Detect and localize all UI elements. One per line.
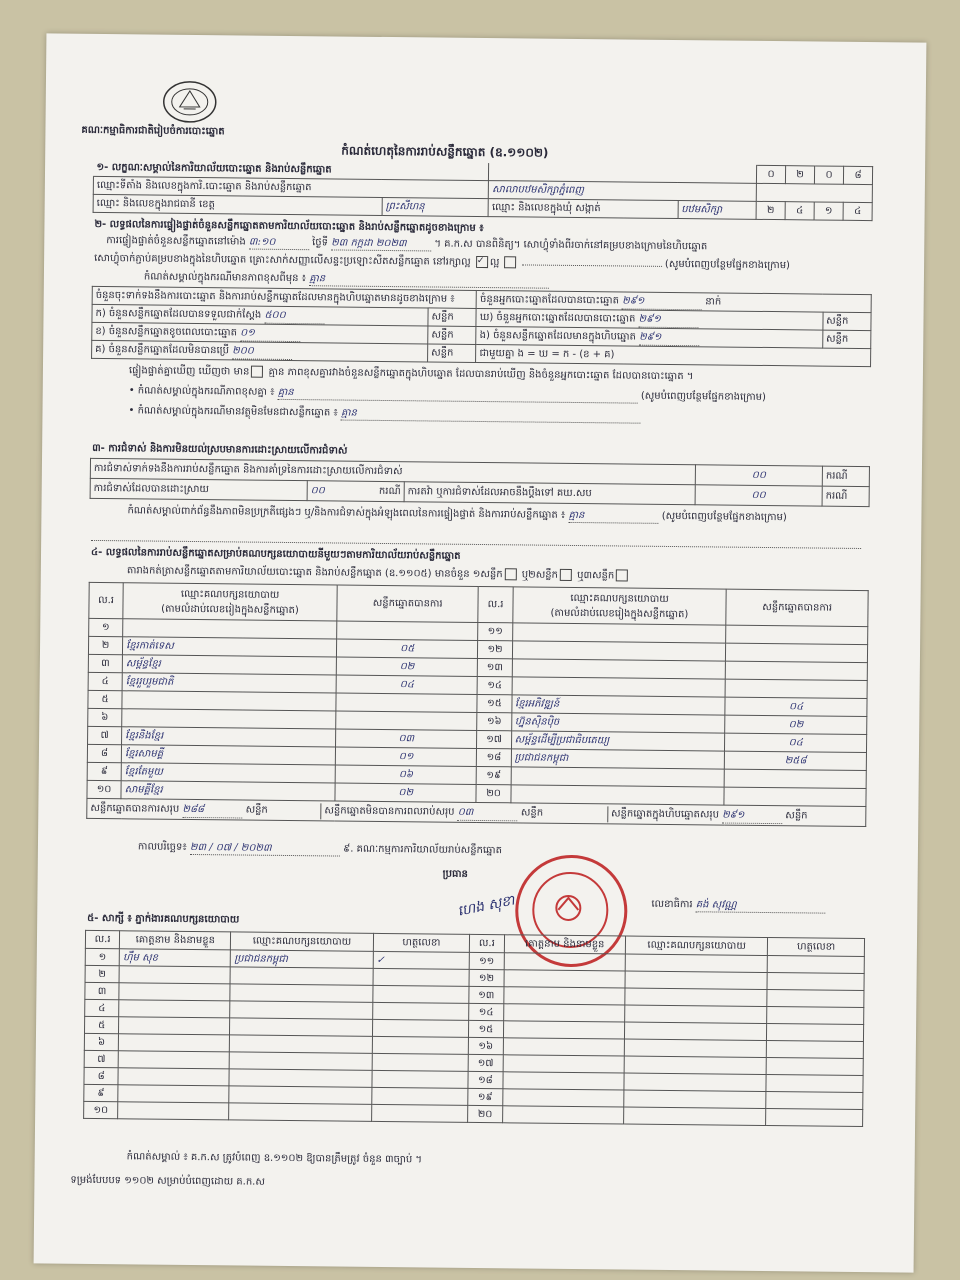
vote-count: [725, 769, 867, 788]
vote-count: [336, 693, 478, 712]
row-number: ១៣: [478, 658, 512, 676]
check-time: ៣:១០: [249, 236, 309, 251]
sheet2-checkbox[interactable]: [560, 569, 572, 581]
row-number: ១៧: [477, 730, 511, 748]
row-number: ៧: [88, 726, 122, 744]
witness-party: [625, 971, 767, 989]
row-number: ១៥: [469, 1020, 503, 1037]
sign-date: ២៣ / ០៧ / ២០២៣: [190, 841, 340, 857]
witness-signature: [766, 1109, 863, 1127]
sheet3-checkbox[interactable]: [616, 569, 628, 581]
witness-signature: [766, 1092, 863, 1110]
ballot-count-form: គណៈកម្មាធិការជាតិរៀបចំការបោះឆ្នោត កំណត់ហេតុនៃការរាប់សន្លឹកឆ្នោត (ឧ.១១០២) ១- លក្ខណៈសម្គាល់នៃការិយាល័យបោះឆ្នោត និងរាប់សន្លឹកឆ្នោត ០ ២ ០ ៨ ឈ្មោះទីតាំង និងលេខក្នុងការិ.បោះឆ្នោត និងរាប់សន្លឹកឆ្នោត សាលាបឋមសិក្សាភ្នំពេញ ឈ្មោះ និងលេខក្នុងរាជធានី ខេត្ត ព្រះសីហនុ ឈ្មោះ និងលេខក្នុងឃុំ សង្កាត់ បឋមសិក្សា ២ ៤ ១ ៤ ២- លទ្ធផលនៃការផ្ទៀងផ្ទាត់ចំនួនសន្លឹកឆ្នោតតាមការិយាល័យបោះឆ្នោត និងរាប់សន្លឹកឆ្នោតដូចខាងក្រោម ៖ ការផ្ទៀងផ្ទាត់ចំនួនសន្លឹកឆ្នោតនៅម៉ោង ៣:១០ ថ្ងៃទី ២៣ កក្កដា ២០២៣ ។ គ.ក.ស បានពិនិត្យ។ សោហ្វុំទាំងពីរចាក់នៅគម្របខាងក្រោមនៃហិបឆ្នោត សោហ្វុំចាក់ភ្ជាប់គម្របខាងក្នុងនៃហិបឆ្នោត គ្រោះសាក់សញ្ញាលើសន្ទះប្រឡោះសីតសន្លឹកឆ្នោត នៅរក្សាល្អ ✓ ល្អ (សូមបំពេញបន្ថែមផ្នែកខាងក្រោម) កំណត់សម្គាល់ក្នុងករណីមានភាពខុសពីមុន ៖ គ្មាន ចំនួនចុះទាក់ទងនឹងការបោះឆ្នោត និងការរាប់សន្លឹកឆ្នោតដែលមានក្នុងហិបឆ្នោតមានដូចខាងក្រោម ៖ ចំនួនអ្នកបោះឆ្នោតដែលបានបោះឆ្នោត ២៩១ នាក់ ក) ចំនួនសន្លឹកឆ្នោតដែលបានទទួលជាក់ស្តែង ៥០០ សន្លឹក ឃ) ចំនួនអ្នកបោះឆ្នោតដែលបានបោះឆ្នោត ២៩១ សន្លឹក ខ) ចំនួនសន្លឹកឆ្នោតខូចពេលបោះឆ្នោត ០១ សន្លឹក ង) ចំនួនសន្លឹកឆ្នោតដែលមានក្នុងហិបឆ្នោត ២៩១ សន្លឹក គ) ចំនួនសន្លឹកឆ្នោតដែលមិនបានប្រើ ២០០ សន្លឹក ជាមួយគ្នា ង = ឃ = ក - (ខ + គ) ផ្ទៀងផ្ទាត់គ្នាឃើញ ឃើញថា មាន គ្មាន ភាពខុសគ្នារវាងចំនួនសន្លឹកឆ្នោតក្នុងហិបឆ្នោត ដែលបានរាប់ឃើញ និងចំនួនអ្នកបោះឆ្នោត ដែលបានបោះឆ្នោត ។ • កំណត់សម្គាល់ក្នុងករណីភាពខុសគ្នា ៖ គ្មាន (សូមបំពេញបន្ថែមផ្នែកខាងក្រោម) • កំណត់សម្គាល់ក្នុងករណីមានវត្ថុមិនមែនជាសន្លឹកឆ្នោត ៖ គ្មាន ៣- ការជំទាស់ និងការមិនយល់ស្របមានការដោះស្រាយលើការជំទាស់ ការជំទាស់ទាក់ទងនឹងការរាប់សន្លឹកឆ្នោត និងការគាំទ្រនៃការដោះស្រាយលើការជំទាស់ ០០ ករណី ការជំទាស់ដែលបានដោះស្រាយ ០០ ករណី ការតវ៉ា ឬការជំទាស់ដែលអាចនឹងប្តឹងទៅ គឃ.សប ០០ ករណី កំណត់សម្គាល់ពាក់ព័ន្ធនឹងភាពមិនប្រក្រតីផ្សេងៗ ឬ/និងការជំទាស់ក្នុងអំឡុងពេលនៃការផ្ទៀងផ្ទាត់ និងការរាប់សន្លឹកឆ្នោត ៖ គ្មាន (សូមបំពេញបន្ថែមផ្នែកខាងក្រោម) ៤- លទ្ធផលនៃការរាប់សន្លឹកឆ្នោតសម្រាប់គណបក្សនយោបាយនីមួយៗតាមការិយាល័យរាប់សន្លឹកឆ្នោត តារាងកត់ត្រាសន្លឹកឆ្នោតតាមការិយាល័យបោះឆ្នោត និងរាប់សន្លឹកឆ្នោត (ឧ.១១០៥) មានចំនួន ១សន្លឹក ឬ២សន្លឹក ឬ៣សន្លឹក ល.រ ឈ្មោះគណបក្សនយោបាយ (តាមលំដាប់លេខរៀងក្នុងសន្លឹកឆ្នោត) សន្លឹកឆ្នោតបានការ ល.រ ឈ្មោះគណបក្សនយោបាយ (តាមលំដាប់លេខរៀងក្នុងសន្លឹកឆ្នោត) សន្លឹកឆ្នោតបានការ ១ ១១ ២ ខ្មែរកាត់ទេស ០៥ ១២ ៣ សម្ព័ន្ធខ្មែរ ០២ ១៣ ៤ ខ្មែររួបរួមជាតិ ០៤ ១៤ ៥ ១៥ ខ្មែរអភិវឌ្ឍន៍ ០៤ ៦ ១៦ ហ្វ៊ុនស៊ិនប៉ិច ០២ ៧ ខ្មែរនិងខ្មែរ ០៣ ១៧ សម្ព័ន្ធដើម្បីប្រជាធិបតេយ្យ ០៤ ៨ ខ្មែរសាមគ្គី ០១ ១៨ ប្រជាជនកម្ពុជា ២៥៨ ៩ ខ្មែរតែមួយ ០៦ ១៩ ១០ សាមគ្គីខ្មែរ ០២ ២០ សន្លឹកឆ្នោតបានការសរុប ២៨៨ សន្លឹក សន្លឹកឆ្នោតមិនបានការពលរាប់សរុប ០៣ សន្លឹក សន្លឹកឆ្នោតក្នុងហិបឆ្នោតសរុប ២៩១ សន្លឹក កាលបរិច្ឆេទ៖ ២៣ / ០៧ / ២០២៣ ៩. គណៈកម្មការការិយាល័យរាប់សន្លឹកឆ្នោត ប្រធាន ហេង សុខា លេខាធិការ គង់ សុវណ្ណ ៥- សាក្សី ៖ ភ្នាក់ងារគណបក្សនយោបាយ ល.រ គោត្តនាម និងនាមខ្លួន ឈ្មោះគណបក្សនយោបាយ ហត្ថលេខា ល.រ គោត្តនាម និងនាមខ្លួន ឈ្មោះគណបក្សនយោបាយ ហត្ថលេខា ១ ហ៊ឹម សុខ ប្រជាជនកម្ពុជា ✓ ១១ ២ ១២ ៣ ១៣ ៤ ១៤ ៥ ១៥ ៦ ១៦ ៧ ១៧ ៨ ១៨ ៩ ១៩ ១០ ២០ កំណត់សម្គាល់ ៖ គ.ក.ស ត្រូវបំពេញ ឧ.១១០២ ឱ្យបានត្រឹមត្រូវ ចំនួន ៣ច្បាប់ ។ ទម្រង់បែបបទ ១១០២ សម្រាប់បំពេញដោយ គ.ក.ស: [34, 33, 927, 1272]
witness-signature: [372, 1019, 469, 1037]
party-name: [122, 691, 336, 711]
witness-signature: [768, 956, 865, 974]
vote-count: ០២: [336, 657, 478, 676]
party-name: [512, 623, 726, 643]
row-number: ៧: [84, 1050, 118, 1067]
witness-name: [118, 1085, 229, 1103]
diff-yes-checkbox[interactable]: [251, 366, 263, 378]
witness-name: [119, 1000, 230, 1018]
witness-name: [119, 1034, 230, 1052]
party-name: ហ្វ៊ុនស៊ិនប៉ិច: [511, 713, 725, 733]
count-table: ចំនួនចុះទាក់ទងនឹងការបោះឆ្នោត និងការរាប់សន្លឹកឆ្នោតដែលមានក្នុងហិបឆ្នោតមានដូចខាងក្រោម ៖ ចំនួនអ្នកបោះឆ្នោតដែលបានបោះឆ្នោត ២៩១ នាក់ ក) ចំនួនសន្លឹកឆ្នោតដែលបានទទួលជាក់ស្តែង ៥០០ សន្លឹក ឃ) ចំនួនអ្នកបោះឆ្នោតដែលបានបោះឆ្នោត ២៩១ សន្លឹក ខ) ចំនួនសន្លឹកឆ្នោតខូចពេលបោះឆ្នោត ០១ សន្លឹក ង) ចំនួនសន្លឹកឆ្នោតដែលមានក្នុងហិបឆ្នោត ២៩១ សន្លឹក គ) ចំនួនសន្លឹកឆ្នោតដែលមិនបានប្រើ ២០០ សន្លឹក ជាមួយគ្នា ង = ឃ = ក - (ខ + គ): [91, 286, 872, 367]
witness-signature: [371, 1104, 468, 1122]
row-number: ១០: [87, 780, 121, 798]
row-number: ៣: [88, 654, 122, 672]
witness-signature: [373, 985, 470, 1003]
row-number: ២០: [468, 1105, 502, 1122]
witness-name: [118, 1102, 229, 1120]
witness-party: [625, 954, 767, 972]
party-name: [123, 619, 337, 639]
row2-label2: ឈ្មោះ និងលេខក្នុងឃុំ សង្កាត់: [488, 199, 677, 219]
row-number: ៥: [88, 690, 122, 708]
sheet1-checkbox[interactable]: [505, 568, 517, 580]
witness-signature: [767, 1007, 864, 1025]
row-number: ១៩: [468, 1088, 502, 1105]
witness-party: [229, 1086, 371, 1104]
vote-count: ០២: [335, 783, 477, 802]
party-name: [511, 785, 725, 805]
witness-party: [624, 1090, 766, 1108]
witness-party: [230, 1052, 372, 1070]
party-name: ខ្មែរនិងខ្មែរ: [122, 727, 336, 747]
vote-count: ០១: [335, 747, 477, 766]
witness-signature: [767, 973, 864, 991]
vote-count: [337, 621, 479, 640]
vote-count: ០២: [725, 715, 867, 734]
objection-table: ការជំទាស់ទាក់ទងនឹងការរាប់សន្លឹកឆ្នោត និងការគាំទ្រនៃការដោះស្រាយលើការជំទាស់ ០០ ករណី ការជំទាស់ដែលបានដោះស្រាយ ០០ ករណី ការតវ៉ា ឬការជំទាស់ដែលអាចនឹងប្តឹងទៅ គឃ.សប ០០ ករណី: [90, 458, 870, 507]
row-number: ១៩: [477, 766, 511, 784]
witness-party: [229, 1069, 371, 1087]
row2-value2: បឋមសិក្សា: [678, 201, 757, 220]
row2-value: ព្រះសីហនុ: [382, 197, 489, 216]
witness-party: [230, 967, 372, 985]
vote-count: ២៥៨: [725, 751, 867, 770]
row-number: ៥: [84, 1016, 118, 1033]
abnormal-checkbox[interactable]: [505, 256, 517, 268]
row-number: ១៨: [468, 1071, 502, 1088]
emblem-icon: [162, 79, 218, 126]
witness-name: [502, 1089, 624, 1107]
row-number: ១២: [469, 969, 503, 986]
witness-name: [118, 1068, 229, 1086]
row-number: ៦: [84, 1033, 118, 1050]
vote-count: [725, 679, 867, 698]
witness-name: [503, 1004, 625, 1022]
row-number: ១: [85, 948, 119, 965]
row1-label: ឈ្មោះទីតាំង និងលេខក្នុងការិ.បោះឆ្នោត និងរាប់សន្លឹកឆ្នោត: [93, 176, 489, 198]
party-name: ខ្មែរអភិវឌ្ឍន៍: [511, 695, 725, 715]
party-name: សម្ព័ន្ធដើម្បីប្រជាធិបតេយ្យ: [511, 731, 725, 751]
section1-table: ១- លក្ខណៈសម្គាល់នៃការិយាល័យបោះឆ្នោត និងរាប់សន្លឹកឆ្នោត ០ ២ ០ ៨ ឈ្មោះទីតាំង និងលេខក្នុងការិ.បោះឆ្នោត និងរាប់សន្លឹកឆ្នោត សាលាបឋមសិក្សាភ្នំពេញ ឈ្មោះ និងលេខក្នុងរាជធានី ខេត្ត ព្រះសីហនុ ឈ្មោះ និងលេខក្នុងឃុំ សង្កាត់ បឋមសិក្សា ២ ៤ ១ ៤: [93, 158, 874, 221]
total-valid: ២៨៨: [182, 801, 242, 818]
witness-party: [624, 1073, 766, 1091]
witness-party: [230, 1018, 372, 1036]
row-number: ២: [88, 636, 122, 654]
party-name: ខ្មែររួបរួមជាតិ: [122, 673, 336, 693]
party-name: [511, 767, 725, 787]
vote-count: [724, 787, 866, 806]
row-number: ១៤: [478, 676, 512, 694]
vote-count: ០៥: [336, 639, 478, 658]
form-code: ទម្រង់បែបបទ ១១០២ សម្រាប់បំពេញដោយ គ.ក.ស: [70, 1174, 265, 1188]
witness-party: ប្រជាជនកម្ពុជា: [231, 950, 373, 968]
party-name: ខ្មែរសាមគ្គី: [121, 745, 335, 765]
vote-count: [336, 711, 478, 730]
vote-count: [726, 625, 868, 644]
row-number: ៩: [84, 1084, 118, 1101]
witness-party: [230, 1001, 372, 1019]
row-number: ៦: [88, 708, 122, 726]
row1-value: សាលាបឋមសិក្សាភ្នំពេញ: [489, 181, 757, 202]
witness-party: [624, 1107, 766, 1125]
witness-name: [503, 1055, 625, 1073]
vote-count: [726, 643, 868, 662]
row-number: ១៣: [469, 986, 503, 1003]
party-name: សម្ព័ន្ធខ្មែរ: [122, 655, 336, 675]
witness-signature: [767, 1024, 864, 1042]
witness-name: [503, 987, 625, 1005]
party-name: [122, 709, 336, 729]
good-checkbox[interactable]: ✓: [476, 256, 488, 268]
party-name: [512, 659, 726, 679]
row-number: ៣: [85, 982, 119, 999]
witness-name: [502, 1106, 624, 1124]
witness-table: ល.រ គោត្តនាម និងនាមខ្លួន ឈ្មោះគណបក្សនយោបាយ ហត្ថលេខា ល.រ គោត្តនាម និងនាមខ្លួន ឈ្មោះគណបក្សនយោបាយ ហត្ថលេខា ១ ហ៊ឹម សុខ ប្រជាជនកម្ពុជា ✓ ១១ ២ ១២ ៣ ១៣ ៤ ១៤ ៥ ១៥ ៦ ១៦ ៧ ១៧ ៨ ១៨ ៩ ១៩ ១០ ២០: [83, 930, 865, 1127]
row-number: ១១: [478, 622, 512, 640]
witness-signature: [766, 1058, 863, 1076]
row-number: ៤: [85, 999, 119, 1016]
witness-party: [624, 1039, 766, 1057]
row-number: ១៦: [469, 1037, 503, 1054]
witness-signature: [371, 1087, 468, 1105]
vote-count: [726, 661, 868, 680]
form-title: កំណត់ហេតុនៃការរាប់សន្លឹកឆ្នោត (ឧ.១១០២): [341, 143, 549, 160]
row-number: ១០: [84, 1101, 118, 1118]
witness-signature: [372, 1002, 469, 1020]
witness-party: [625, 1005, 767, 1023]
section4-heading: ៤- លទ្ធផលនៃការរាប់សន្លឹកឆ្នោតសម្រាប់គណបក្សនយោបាយនីមួយៗតាមការិយាល័យរាប់សន្លឹកឆ្នោត: [90, 546, 461, 562]
secretary-signature: គង់ សុវណ្ណ: [696, 898, 826, 913]
witness-name: [504, 970, 626, 988]
party-name: [512, 677, 726, 697]
witness-signature: [767, 990, 864, 1008]
vote-count: ០៤: [725, 697, 867, 716]
witness-party: [230, 984, 372, 1002]
witness-party: [230, 1035, 372, 1053]
witness-signature: [766, 1075, 863, 1093]
row-number: ១: [89, 618, 123, 636]
witness-name: [504, 953, 626, 971]
witness-name: [502, 1072, 624, 1090]
footer-note: កំណត់សម្គាល់ ៖ គ.ក.ស ត្រូវបំពេញ ឧ.១១០២ ឱ្យបានត្រឹមត្រូវ ចំនួន ៣ច្បាប់ ។: [126, 1151, 423, 1166]
row-number: ១៦: [477, 712, 511, 730]
vote-count: ០៤: [336, 675, 478, 694]
row2-label: ឈ្មោះ និងលេខក្នុងរាជធានី ខេត្ត: [93, 194, 382, 215]
witness-signature: ✓: [373, 951, 470, 969]
party-name: ខ្មែរកាត់ទេស: [123, 637, 337, 657]
witness-signature: [372, 1053, 469, 1071]
spoiled-ballots: ០១: [240, 325, 300, 342]
party-name: សាមគ្គីខ្មែរ: [121, 781, 335, 801]
total-in-box: ២៩១: [722, 807, 782, 824]
witness-name: [118, 1051, 229, 1069]
witness-signature: [373, 968, 470, 986]
witness-name: ហ៊ឹម សុខ: [119, 949, 230, 967]
row-number: ១២: [478, 640, 512, 658]
witness-signature: [372, 1070, 469, 1088]
org-name: គណៈកម្មាធិការជាតិរៀបចំការបោះឆ្នោត: [81, 124, 225, 138]
witness-name: [119, 966, 230, 984]
witness-signature: [372, 1036, 469, 1054]
witness-name: [503, 1021, 625, 1039]
section2-heading: ២- លទ្ធផលនៃការផ្ទៀងផ្ទាត់ចំនួនសន្លឹកឆ្នោតតាមការិយាល័យបោះឆ្នោត និងរាប់សន្លឹកឆ្នោតដូចខាងក្រោម ៖: [94, 218, 484, 235]
witness-name: [503, 1038, 625, 1056]
row-number: ៨: [84, 1067, 118, 1084]
row-number: ១១: [469, 952, 503, 969]
total-invalid: ០៣: [458, 804, 518, 821]
party-name: ប្រជាជនកម្ពុជា: [511, 749, 725, 769]
vote-count: ០៤: [725, 733, 867, 752]
row-number: ៤: [88, 672, 122, 690]
vote-count: ០៣: [335, 729, 477, 748]
section1-heading: ១- លក្ខណៈសម្គាល់នៃការិយាល័យបោះឆ្នោត និងរាប់សន្លឹកឆ្នោត: [93, 158, 489, 180]
check-date: ២៣ កក្កដា ២០២៣: [331, 236, 431, 251]
row-number: ៨: [87, 744, 121, 762]
row-number: ១៨: [477, 748, 511, 766]
witness-party: [229, 1103, 371, 1121]
row-number: ១៥: [477, 694, 511, 712]
unused-ballots: ២០០: [232, 343, 292, 360]
witness-signature: [767, 1041, 864, 1059]
party-name: [512, 641, 726, 661]
witness-party: [624, 1056, 766, 1074]
vote-count: ០៦: [335, 765, 477, 784]
row-number: ១៧: [468, 1054, 502, 1071]
witness-party: [625, 1022, 767, 1040]
row-number: ៩: [87, 762, 121, 780]
row-number: ២: [85, 965, 119, 982]
section2-note: គ្មាន: [309, 272, 549, 289]
witness-party: [625, 988, 767, 1006]
row-number: ១៤: [469, 1003, 503, 1020]
row-number: ២០: [476, 784, 510, 802]
section5-heading: ៥- សាក្សី ៖ ភ្នាក់ងារគណបក្សនយោបាយ: [87, 912, 240, 926]
party-results-table: ល.រ ឈ្មោះគណបក្សនយោបាយ (តាមលំដាប់លេខរៀងក្នុងសន្លឹកឆ្នោត) សន្លឹកឆ្នោតបានការ ល.រ ឈ្មោះគណបក្សនយោបាយ (តាមលំដាប់លេខរៀងក្នុងសន្លឹកឆ្នោត) សន្លឹកឆ្នោតបានការ ១ ១១ ២ ខ្មែរកាត់ទេស ០៥ ១២ ៣ សម្ព័ន្ធខ្មែរ ០២ ១៣ ៤ ខ្មែររួបរួមជាតិ ០៤ ១៤ ៥ ១៥ ខ្មែរអភិវឌ្ឍន៍ ០៤ ៦ ១៦ ហ្វ៊ុនស៊ិនប៉ិច ០២ ៧ ខ្មែរនិងខ្មែរ ០៣ ១៧ សម្ព័ន្ធដើម្បីប្រជាធិបតេយ្យ ០៤ ៨ ខ្មែរសាមគ្គី ០១ ១៨ ប្រជាជនកម្ពុជា ២៥៨ ៩ ខ្មែរតែមួយ ០៦ ១៩ ១០ សាមគ្គីខ្មែរ ០២ ២០ សន្លឹកឆ្នោតបានការសរុប ២៨៨ សន្លឹក សន្លឹកឆ្នោតមិនបានការពលរាប់សរុប ០៣ សន្លឹក សន្លឹកឆ្នោតក្នុងហិបឆ្នោតសរុប ២៩១ សន្លឹក: [86, 582, 868, 827]
witness-name: [119, 1017, 230, 1035]
party-name: ខ្មែរតែមួយ: [121, 763, 335, 783]
received-ballots: ៥០០: [264, 307, 324, 324]
chair-signature: ហេង សុខា: [456, 892, 517, 920]
witness-name: [119, 983, 230, 1001]
section3-heading: ៣- ការជំទាស់ និងការមិនយល់ស្របមានការដោះស្រាយលើការជំទាស់: [92, 442, 348, 457]
